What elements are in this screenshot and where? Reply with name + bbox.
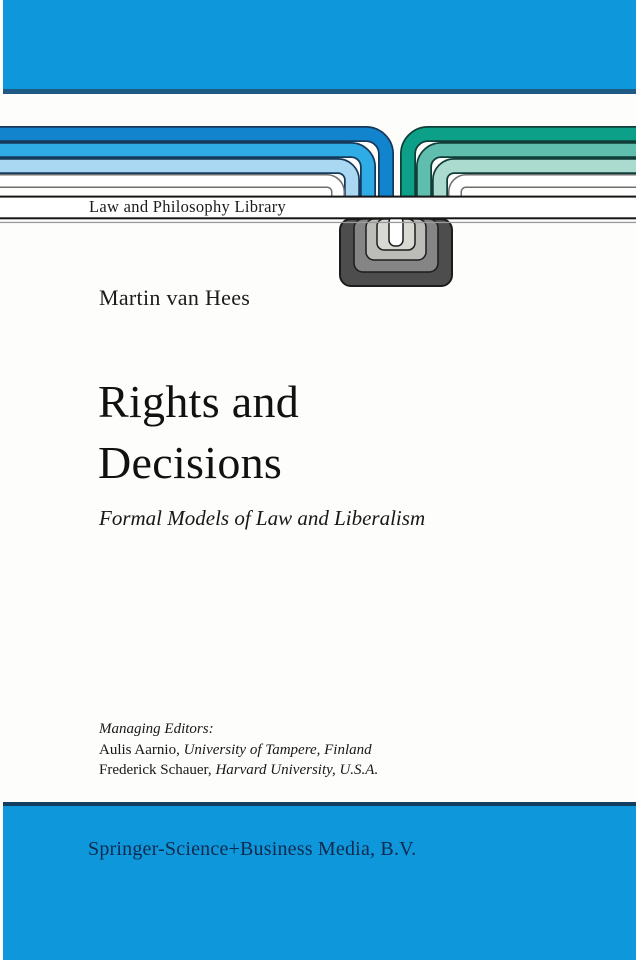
editor-name: Aulis Aarnio, — [99, 741, 180, 758]
editors-block — [99, 719, 378, 781]
editor-entry — [99, 740, 378, 761]
editor-name: Frederick Schauer, — [99, 762, 212, 778]
book-title-line1: Rights and — [98, 376, 300, 427]
author-name: Martin van Hees — [99, 285, 251, 310]
top-color-band — [3, 0, 636, 94]
editor-entry — [99, 760, 378, 781]
editor-affiliation: Harvard University, U.S.A. — [211, 762, 379, 778]
series-title: Law and Philosophy Library — [89, 197, 287, 216]
maze-white-slot — [389, 216, 403, 246]
book-title — [98, 371, 299, 493]
bottom-color-band — [3, 802, 636, 960]
maze-square — [340, 216, 452, 286]
book-title-line2: Decisions — [98, 437, 283, 488]
book-subtitle: Formal Models of Law and Liberalism — [99, 506, 426, 530]
publisher-name: Springer-Science+Business Media, B.V. — [88, 838, 417, 860]
editor-affiliation: University of Tampere, Finland — [179, 741, 372, 758]
editors-heading: Managing Editors: — [99, 721, 214, 737]
